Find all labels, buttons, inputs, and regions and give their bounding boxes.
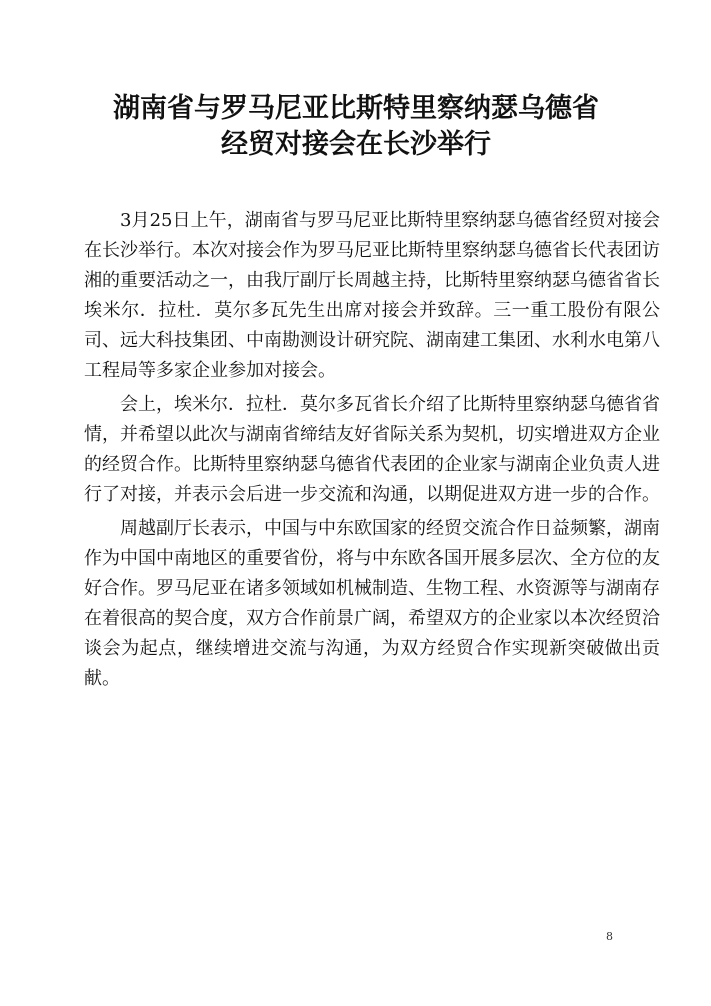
- document-title-line-1: 湖南省与罗马尼亚比斯特里察纳瑟乌德省: [113, 93, 599, 124]
- paragraph-3: 周越副厅长表示，中国与中东欧国家的经贸交流合作日益频繁，湖南作为中国中南地区的重要省份，将与中东欧各国开展多层次、全方位的友好合作。罗马尼亚在诸多领域如机械制造、生物工程、水资源等与湖南存在着很高的契合度，双方合作前景广阔，希望双方的企业家以本次经贸洽谈会为起点，继续增进交流与沟通，为双方经贸合作实现新突破做出贡献。: [84, 518, 660, 689]
- document-title-line-2: 经贸对接会在长沙举行: [221, 129, 491, 160]
- paragraph-2: 会上，埃米尔．拉杜．莫尔多瓦省长介绍了比斯特里察纳瑟乌德省省情，并希望以此次与湖南省缔结友好省际关系为契机，切实增进双方企业的经贸合作。比斯特里察纳瑟乌德省代表团的企业家与湖南企业负责人进行了对接，并表示会后进一步交流和沟通，以期促进双方进一步的合作。: [84, 394, 660, 505]
- paragraph-1: 3月25日上午，湖南省与罗马尼亚比斯特里察纳瑟乌德省经贸对接会在长沙举行。本次对接会作为罗马尼亚比斯特里察纳瑟乌德省长代表团访湘的重要活动之一，由我厅副厅长周越主持，比斯特里察纳瑟乌德省省长埃米尔．拉杜．莫尔多瓦先生出席对接会并致辞。三一重工股份有限公司、远大科技集团、中南勘测设计研究院、湖南建工集团、水利水电第八工程局等多家企业参加对接会。: [84, 210, 660, 381]
- document-body: [84, 206, 660, 694]
- page-number: 8: [606, 930, 613, 943]
